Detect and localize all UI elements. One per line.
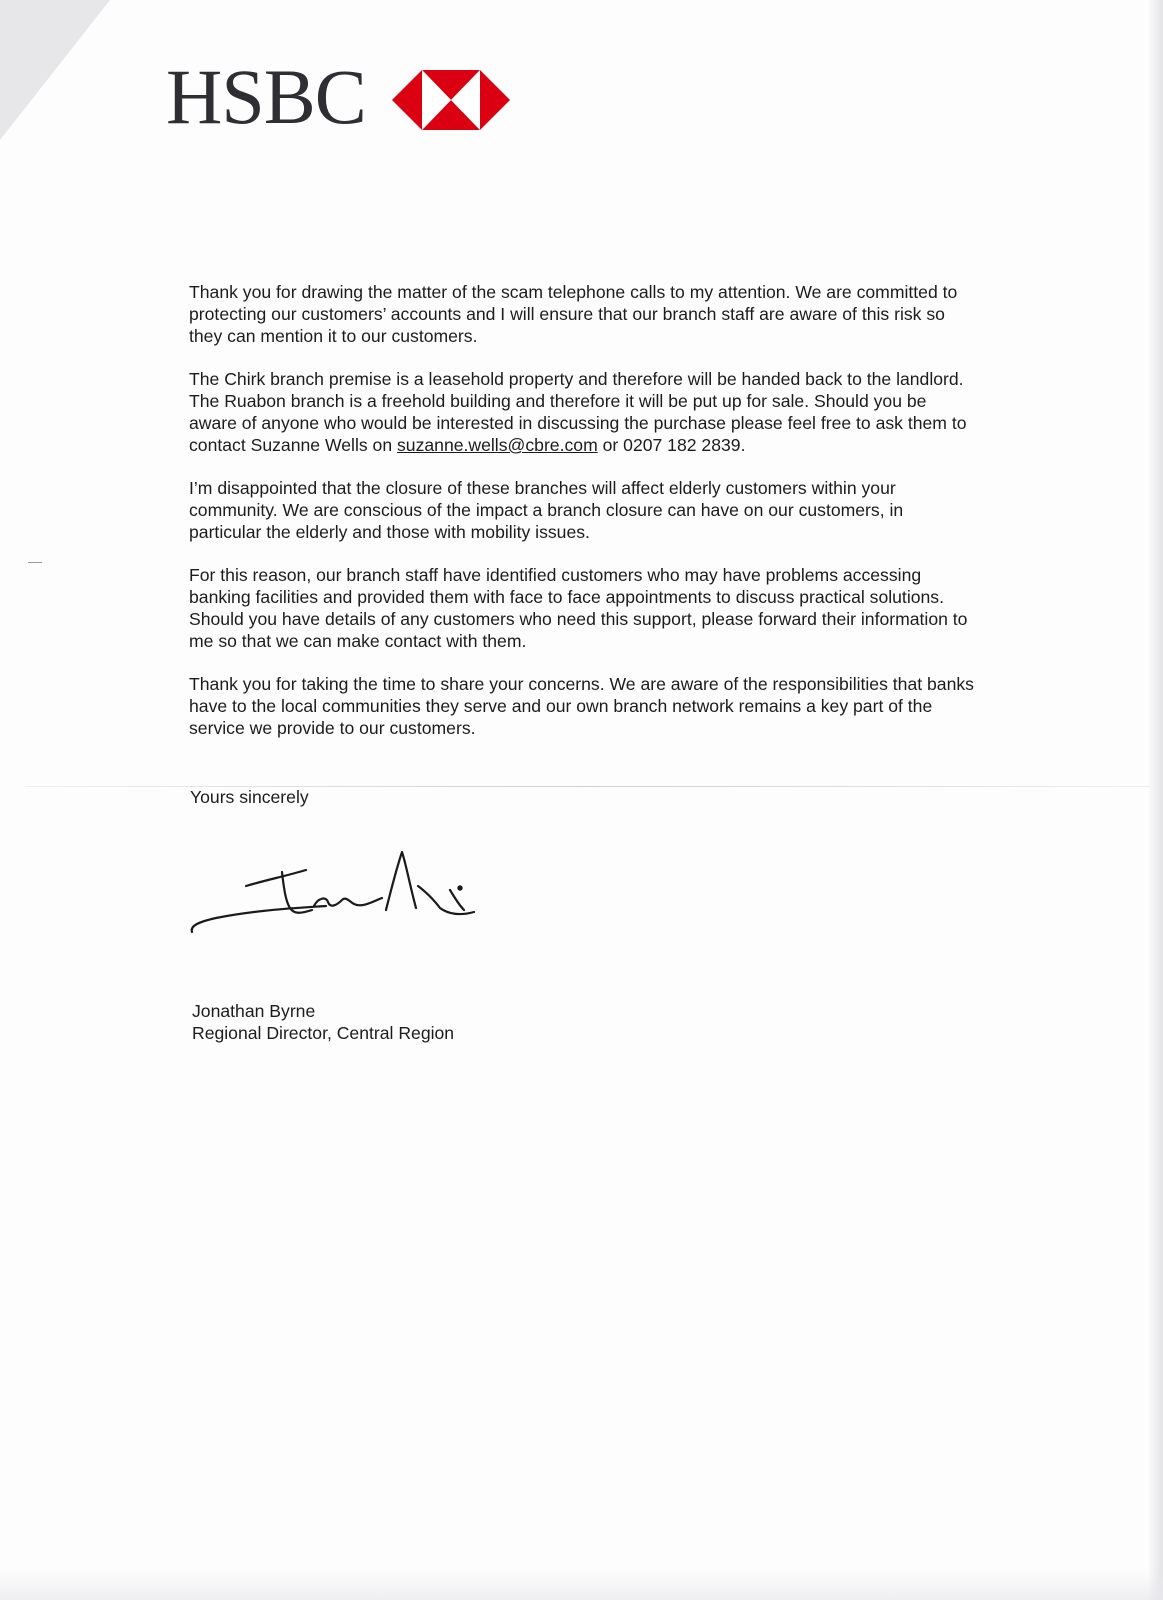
brand-name: HSBC — [166, 53, 366, 140]
paragraph-thanks: Thank you for taking the time to share your concerns. We are aware of the responsibilities that banks have to the local communities they serve and our own branch network remains a key part of the service we provide to our customers. — [189, 674, 974, 738]
paragraph-elderly-customers: I’m disappointed that the closure of these branches will affect elderly customers within your community. We are conscious of the impact a branch closure can have on our customers, in particular the elderly and those with mobility issues. — [189, 478, 904, 542]
paragraph-text: or 0207 182 2839. — [597, 435, 746, 455]
signer-name: Jonathan Byrne — [192, 1001, 316, 1021]
paragraph-branch-premises — [189, 368, 979, 456]
paragraph-text: The Chirk branch premise is a leasehold property and therefore will be handed back to the landlord. The Ruabon branch is a freehold building and therefore it will be put up for sale. Should you be aware of anyone who would be interested in discussing the purchase please feel free to ask them to contact Suzanne Wells on — [189, 369, 967, 455]
hsbc-hexagon-logo-icon — [392, 70, 510, 130]
page-bottom-shadow — [0, 1570, 1163, 1600]
signer-block — [192, 1000, 454, 1044]
margin-mark — [28, 562, 42, 563]
paragraph-scam-calls: Thank you for drawing the matter of the scam telephone calls to my attention. We are committed to protecting our customers’ accounts and I will ensure that our branch staff are aware of this risk so they can mention it to our customers. — [189, 282, 958, 346]
contact-email-link[interactable]: suzanne.wells@cbre.com — [397, 435, 598, 455]
folded-corner — [0, 0, 110, 140]
handwritten-signature — [186, 850, 496, 950]
page-edge-shadow — [1149, 0, 1163, 1600]
paragraph-support-appointments: For this reason, our branch staff have identified customers who may have problems accessing banking facilities and provided them with face to face appointments to discuss practical solutions. Should you have details of any customers who need this support, please forward their information to me so that we can make contact with them. — [189, 565, 968, 651]
hsbc-logo — [166, 53, 516, 140]
signer-title: Regional Director, Central Region — [192, 1023, 455, 1043]
closing-salutation: Yours sincerely — [190, 787, 309, 807]
letter-body — [189, 281, 979, 760]
